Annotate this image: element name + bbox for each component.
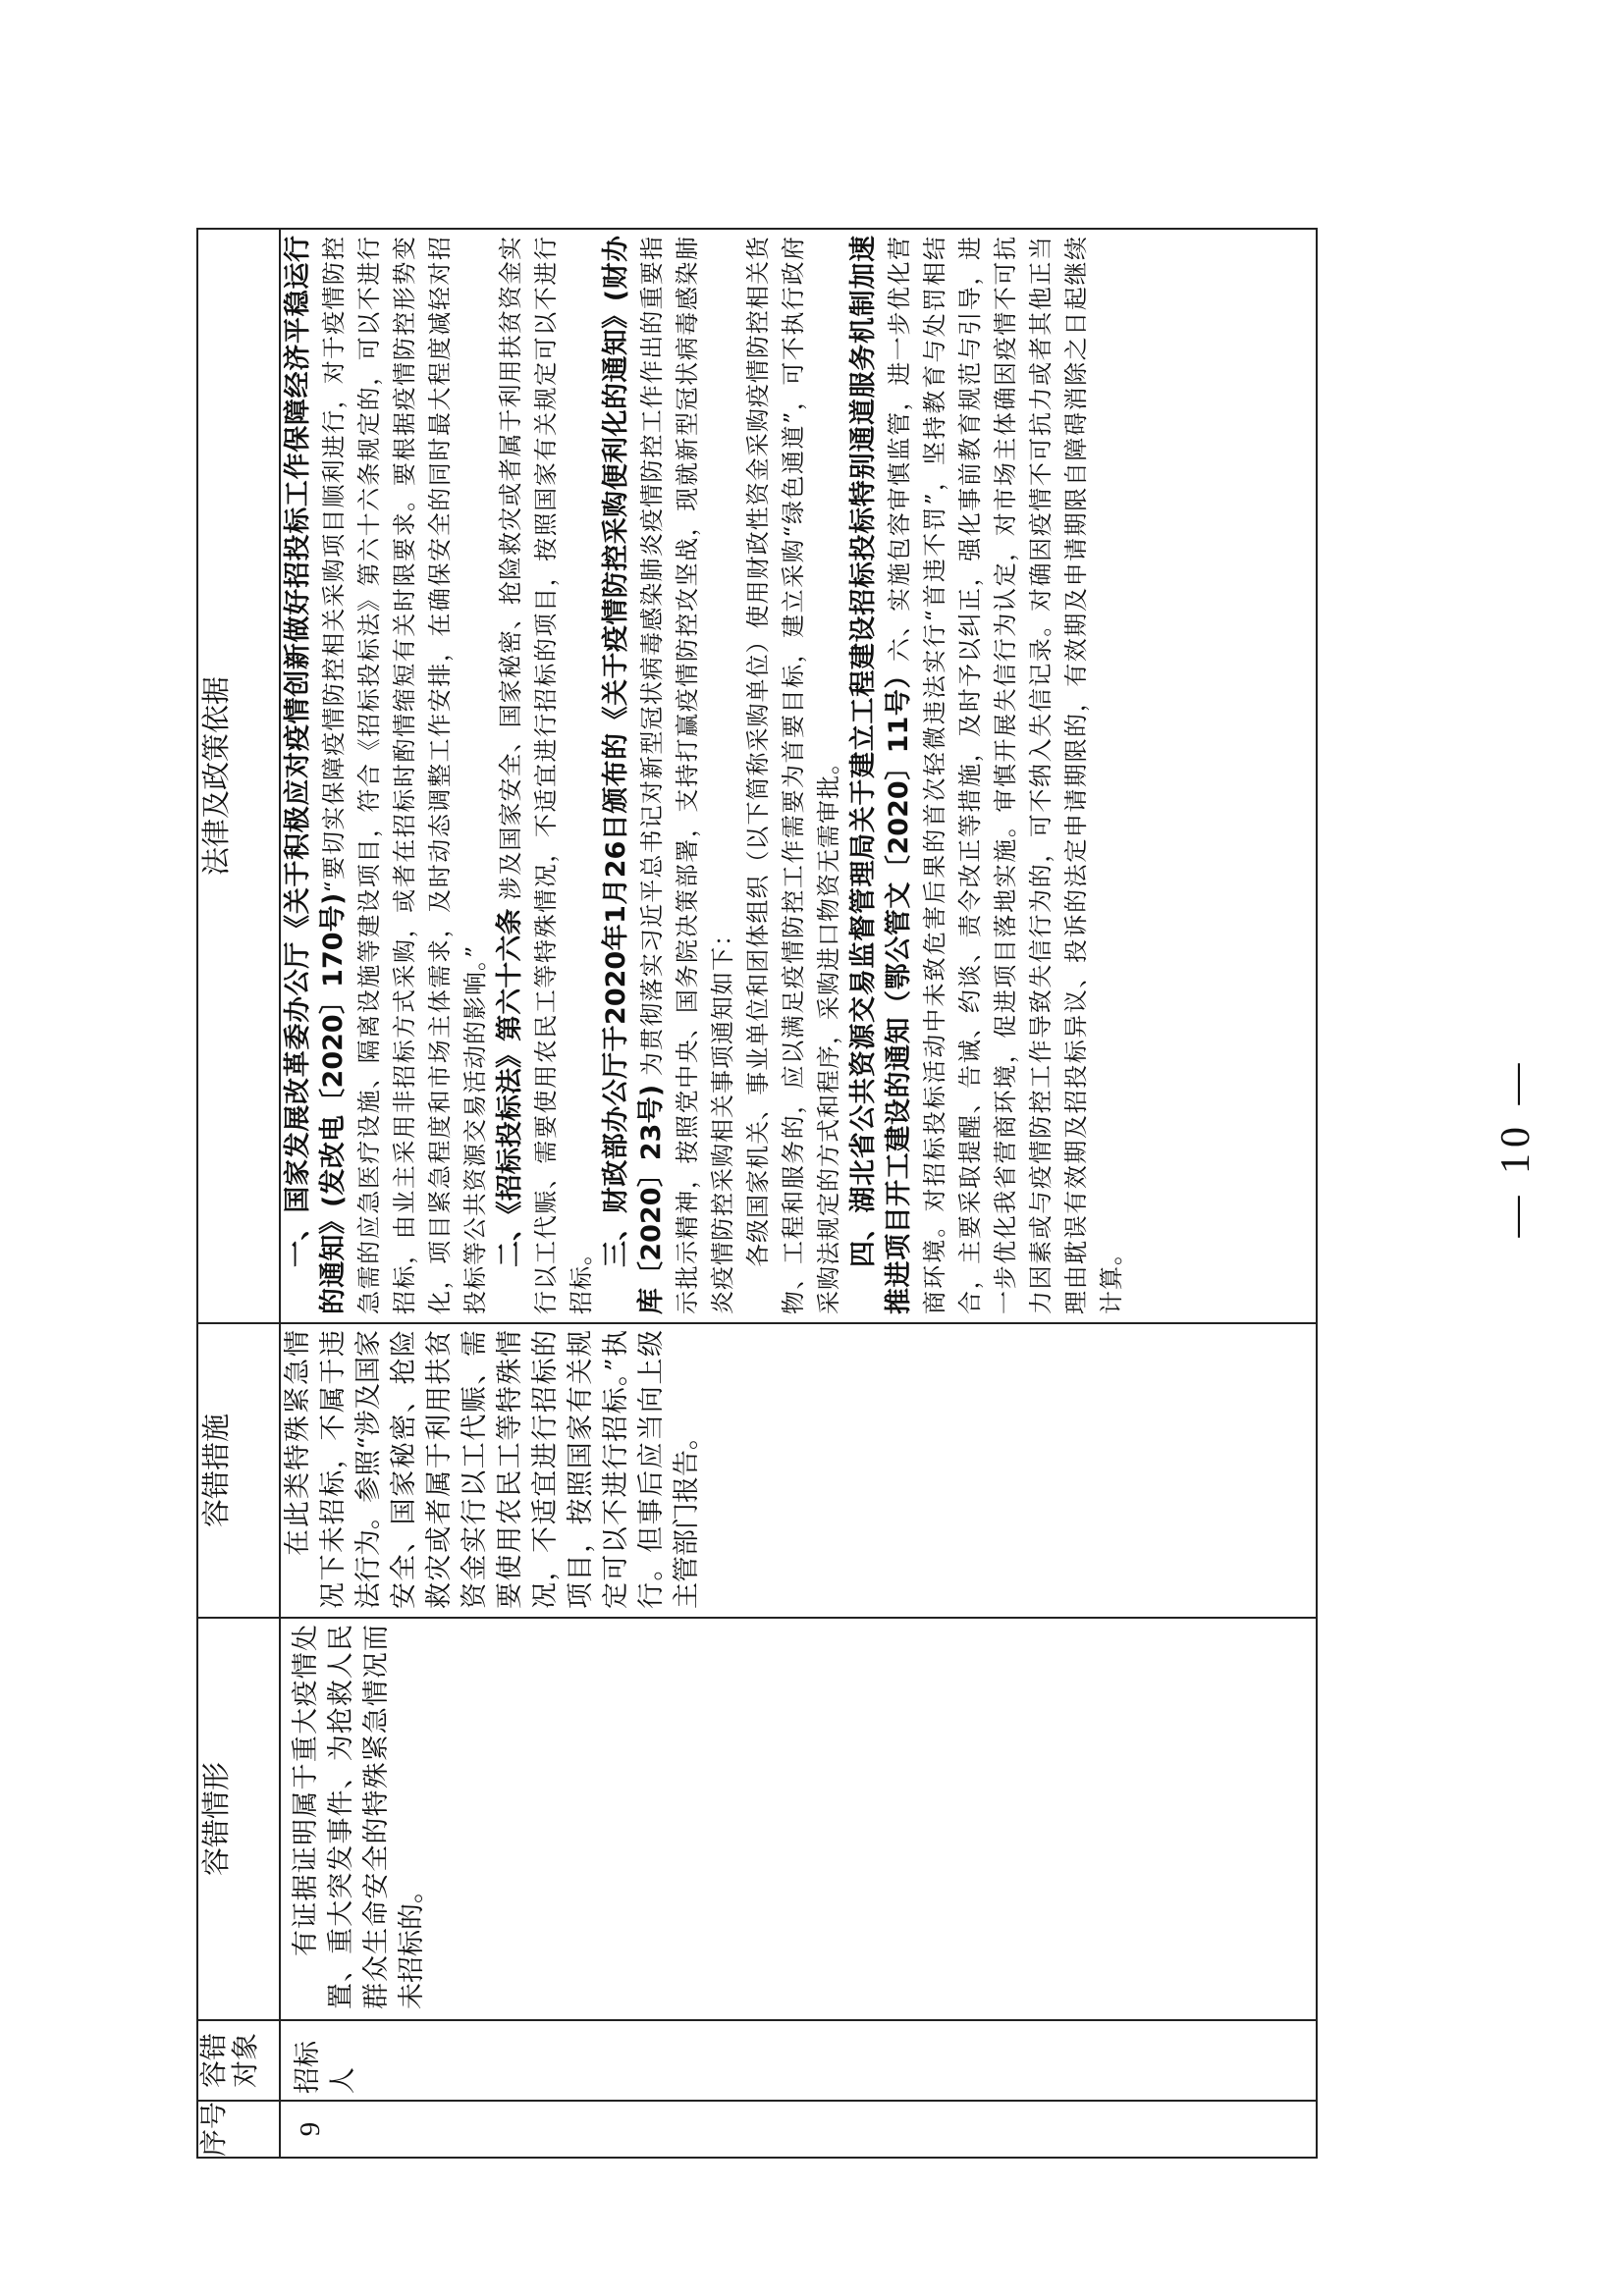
header-situation: 容错情形 — [197, 1618, 280, 2020]
basis-title-1: 一、国家发展改革委办公厅《关于积极应对疫情创新做好招投标工作保障经济平稳运行的通知》(发改电〔2020〕170号) — [283, 236, 349, 1314]
row-situation: 有证据证明属于重大疫情处置、重大突发事件、为抢救人民群众生命安全的特殊紧急情况而未招标的。 — [291, 1625, 427, 2009]
cell-situation — [280, 1618, 1317, 2020]
basis-para-5 — [846, 236, 1129, 1314]
basis-text-3: 为贯彻落实习近平总书记对新型冠状病毒感染肺炎疫情防控工作作出的重要指示批示精神，按照党中央、国务院决策部署，支持打赢疫情防控攻坚战，现就新型冠状病毒感染肺炎疫情防控采购相关事项通知如下： — [638, 236, 736, 1314]
basis-text-2: 涉及国家安全、国家秘密、抢险救灾或者属于利用扶贫资金实行以工代赈、需要使用农民工等特殊情况，不适宜进行招标的项目，按照国家有关规定可以不进行招标。 — [497, 236, 595, 1314]
cell-measures — [280, 1323, 1317, 1618]
page-number: — 10 — — [1493, 1057, 1539, 1238]
row-object: 招标人 — [293, 2041, 358, 2094]
cell-basis — [280, 229, 1317, 1323]
basis-text-5: 六、实施包容审慎监管，进一步优化营商环境。对招标投标活动中未致危害后果的首次轻微违法实行“首违不罚”，坚持教育与处罚相结合，主要采取提醒、告诫、约谈、责令改正等措施，及时予以纠正，强化事前教育规范与引导，进一步优化我省营商环境，促进项目落地实施。审慎开展失信行为认定，对市场主体确因疫情不可抗力因素或与疫情防控工作导致失信行为的，可不纳入失信记录。对确因疫情不可抗力或者其他正当理由耽误有效期及招投标异议、投诉的法定申请期限的，有效期及申请期限自障碍消除之日起继续计算。 — [886, 235, 1125, 1314]
row-seq: 9 — [295, 2121, 326, 2137]
header-measures: 容错措施 — [197, 1323, 280, 1618]
basis-text-1: “要切实保障疫情防控相关采购项目顺利进行，对于疫情防控急需的应急医疗设施、隔离设施等建设项目，符合《招标投标法》第六十六条规定的，可以不进行招标，由业主采用非招标方式采购，或者在招标时酌情缩短有关时限要求。要根据疫情防控形势变化，项目紧急程度和市场主体需求，及时动态调整工作安排，在确保安全的同时最大程度减轻对招投标等公共资源交易活动的影响。” — [320, 236, 489, 1314]
header-basis: 法律及政策依据 — [197, 229, 280, 1323]
basis-title-3: 三、财政部办公厅于2020年1月26日颁布的《关于疫情防控采购便利化的通知》(财办库〔2020〕23号) — [601, 236, 667, 1314]
basis-para-4: 各级国家机关、事业单位和团体组织（以下简称采购单位）使用财政性资金采购疫情防控相关货物、工程和服务的，应以满足疫情防控工作需要为首要目标，建立采购“绿色通道”，可不执行政府采购法规定的方式和程序，采购进口物资无需审批。 — [744, 236, 842, 1314]
header-seq: 序号 — [197, 2101, 280, 2158]
header-object: 容错对象 — [197, 2020, 280, 2101]
basis-para-3 — [599, 236, 740, 1314]
table-row — [280, 229, 1317, 2158]
basis-para-2 — [493, 236, 599, 1314]
basis-para-1 — [281, 236, 493, 1314]
cell-object — [280, 2020, 1317, 2101]
basis-title-5: 四、湖北省公共资源交易监督管理局关于建立工程建设招标投标特别通道服务机制加速推进项目开工建设的通知（鄂公管文〔2020〕11号） — [848, 236, 914, 1314]
cell-seq — [280, 2101, 1317, 2158]
row-measures: 在此类特殊紧急情况下未招标，不属于违法行为。参照“涉及国家安全、国家秘密、抢险救灾或者属于利用扶贫资金实行以工代赈、需要使用农民工等特殊情况，不适宜进行招标的项目，按照国家有关规定可以不进行招标。”执行。但事后应当向上级主管部门报告。 — [283, 1330, 702, 1609]
basis-title-2: 二、《招标投标法》第六十六条 — [495, 908, 525, 1267]
fault-tolerance-table — [196, 228, 1318, 2159]
table-header-row — [197, 229, 280, 2158]
